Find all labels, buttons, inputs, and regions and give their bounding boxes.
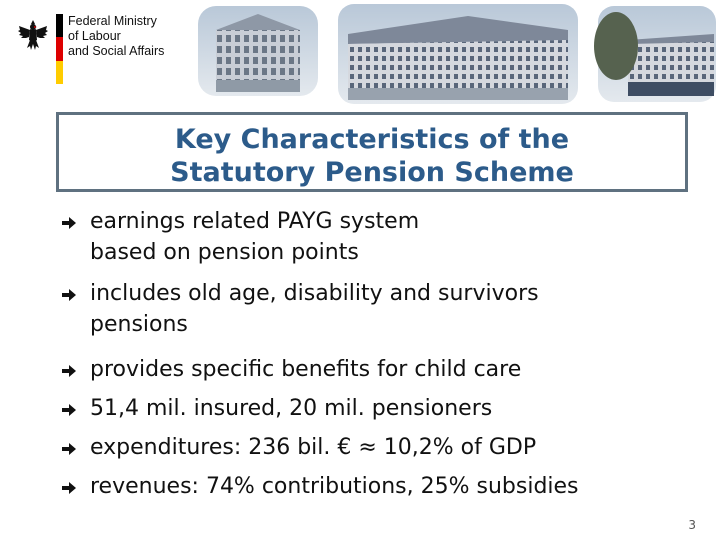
- bullet-text: provides specific benefits for child care: [90, 357, 522, 382]
- arrow-bullet-icon: [62, 482, 76, 494]
- bullet-item: [62, 393, 712, 424]
- ministry-line: of Labour: [68, 29, 121, 43]
- bullet-item: [62, 471, 712, 502]
- bullet-text: based on pension points: [90, 240, 359, 265]
- bullet-text: earnings related PAYG system: [90, 209, 420, 234]
- bullet-text: expenditures: 236 bil. € ≈ 10,2% of GDP: [90, 435, 537, 460]
- bullet-item: [62, 206, 712, 268]
- arrow-bullet-icon: [62, 217, 76, 229]
- flag-black: [56, 14, 63, 37]
- ministry-line: Federal Ministry: [68, 14, 157, 28]
- bullet-text: 51,4 mil. insured, 20 mil. pensioners: [90, 396, 493, 421]
- bullet-item: [62, 432, 712, 463]
- bullet-text: pensions: [90, 312, 188, 337]
- flag-red: [56, 37, 63, 60]
- bullet-item: [62, 278, 712, 340]
- arrow-bullet-icon: [62, 404, 76, 416]
- bullet-item: [62, 354, 712, 385]
- ministry-line: and Social Affairs: [68, 44, 165, 58]
- federal-eagle-icon: [18, 18, 48, 52]
- flag-gold: [56, 61, 63, 84]
- bullet-text: revenues: 74% contributions, 25% subsidies: [90, 474, 579, 499]
- slide-title: [59, 123, 685, 189]
- title-box: [56, 112, 688, 192]
- ministry-logo: [18, 14, 183, 84]
- ministry-buildings-photo: [188, 0, 720, 108]
- page-number: 3: [688, 518, 696, 532]
- bullet-list: [62, 206, 712, 502]
- title-line: Statutory Pension Scheme: [170, 157, 574, 188]
- bullet-text: includes old age, disability and survivors: [90, 281, 539, 306]
- arrow-bullet-icon: [62, 289, 76, 301]
- title-line: Key Characteristics of the: [174, 124, 570, 155]
- arrow-bullet-icon: [62, 365, 76, 377]
- arrow-bullet-icon: [62, 443, 76, 455]
- german-flag-stripe: [56, 14, 63, 84]
- ministry-name: [68, 14, 164, 59]
